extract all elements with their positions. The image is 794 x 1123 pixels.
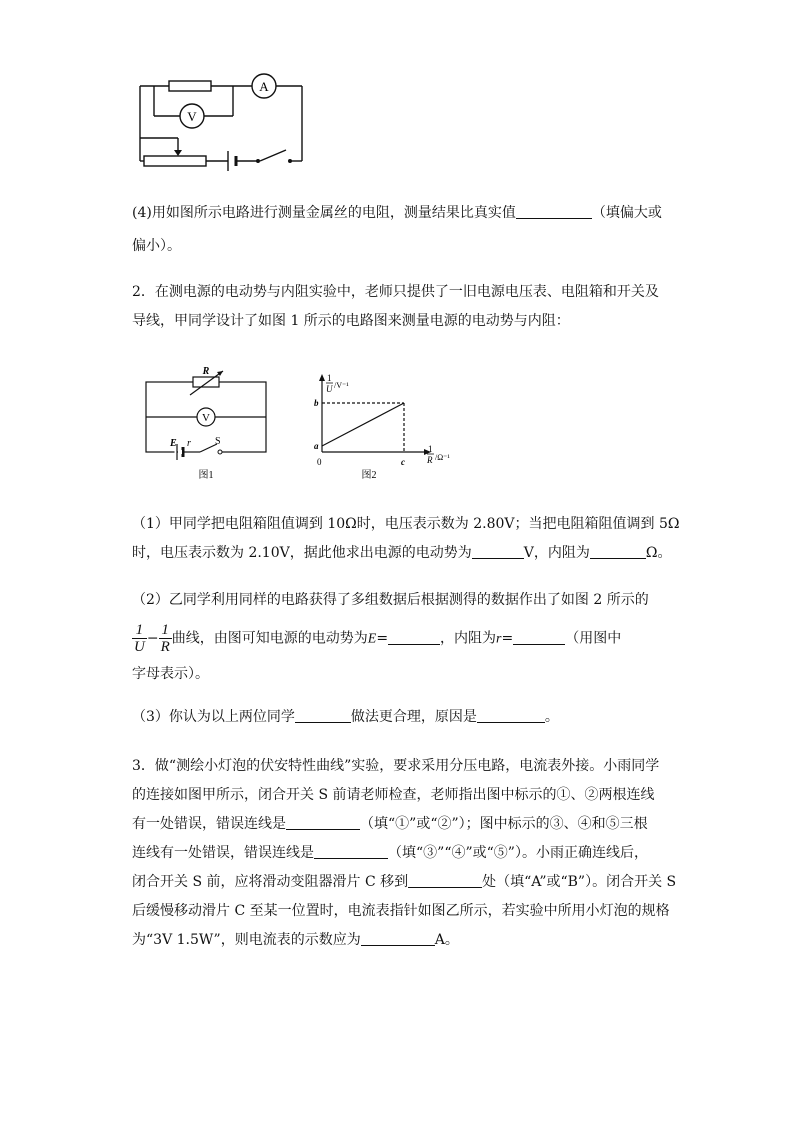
fig2-label-b: b (314, 398, 319, 408)
answer-blank[interactable] (516, 204, 592, 219)
q2-part2-line3: 字母表示）。 (132, 666, 209, 682)
figure-2-graph (305, 372, 465, 484)
answer-blank[interactable] (361, 931, 435, 946)
answer-blank[interactable] (513, 630, 565, 645)
q3-line6: 后缓慢移动滑片 C 至某一位置时，电流表指针如图乙所示，若实验中所用小灯泡的规格 (132, 903, 670, 919)
fig2-y-den: U (326, 384, 333, 394)
q1-part4-line1: (4)用如图所示电路进行测量金属丝的电阻，测量结果比真实值 （填偏大或 (132, 205, 662, 221)
fig2-label-c: c (401, 457, 405, 467)
fig2-line (322, 403, 404, 446)
fig2-label-a: a (314, 441, 319, 451)
fig1-voltmeter-label: V (202, 412, 210, 424)
fig1-caption: 图1 (198, 470, 214, 481)
q3-line4: 连线有一处错误，错误连线是 （填“③”“④”或“⑤”）。小雨正确连线后， (132, 845, 648, 861)
fig2-y-unit: /V⁻¹ (334, 381, 349, 390)
ammeter-label: A (259, 79, 269, 94)
q2-intro-line2: 导线，甲同学设计了如图 1 所示的电路图来测量电源的电动势与内阻： (132, 313, 570, 329)
fig2-caption: 图2 (361, 470, 377, 481)
answer-blank[interactable] (388, 630, 440, 645)
q1-part4-line2: 偏小）。 (132, 238, 181, 254)
q3-line2: 的连接如图甲所示，闭合开关 S 前请老师检查，老师指出图中标示的①、②两根连线 (132, 787, 655, 803)
q2-intro-line1: 2．在测电源的电动势与内阻实验中，老师只提供了一旧电源电压表、电阻箱和开关及 (132, 284, 659, 300)
answer-blank[interactable] (472, 544, 524, 559)
q3-line1: 3．做“测绘小灯泡的伏安特性曲线”实验，要求采用分压电路，电流表外接。小雨同学 (132, 758, 660, 774)
answer-blank[interactable] (590, 544, 646, 559)
fraction-1-over-R: $\frac{1}{R}$ (160, 622, 170, 655)
fig2-x-unit: /Ω⁻¹ (435, 453, 450, 462)
fig1-emf-label: E (170, 438, 177, 449)
answer-blank[interactable] (314, 844, 388, 859)
top-circuit-diagram (138, 72, 308, 172)
fig2-x-den: R (427, 455, 433, 465)
q3-line5: 闭合开关 S 前，应将滑动变阻器滑片 C 移到 处（填“A”或“B”）。闭合开关 S (132, 874, 677, 890)
fig1-internal-label: r (187, 438, 191, 449)
fig2-label-origin: 0 (317, 457, 322, 467)
answer-blank[interactable] (286, 815, 360, 830)
fig2-x-num: 1 (428, 444, 433, 454)
fig2-y-num: 1 (327, 373, 332, 383)
q2-part3-line: （3）你认为以上两位同学 做法更合理，原因是 。 (132, 709, 559, 725)
q2-part1-line2: 时，电压表示数为 2.10V，据此他求出电源的电动势为 V，内阻为 Ω。 (132, 545, 672, 561)
q2-part2-line1: （2）乙同学利用同样的电路获得了多组数据后根据测得的数据作出了如图 2 所示的 (132, 592, 649, 608)
resistor-wire (169, 81, 211, 91)
q2-part2-line2: $\frac{1}{U}$ − $\frac{1}{R}$ 曲线，由图可知电源的电动势为E= ，内阻为r= （用图中 (134, 622, 622, 655)
answer-blank[interactable] (477, 708, 545, 723)
figure-1-circuit (140, 362, 274, 484)
fig1-switch-label: S (215, 436, 221, 447)
fraction-1-over-U: $\frac{1}{U}$ (134, 622, 145, 655)
answer-blank[interactable] (295, 708, 351, 723)
answer-blank[interactable] (408, 873, 482, 888)
rheostat (144, 156, 206, 166)
voltmeter-label: V (187, 109, 197, 124)
q3-line7: 为“3V 1.5W”，则电流表的示数应为 A。 (132, 932, 459, 948)
q3-line3: 有一处错误，错误连线是 （填“①”或“②”）；图中标示的③、④和⑤三根 (132, 816, 648, 832)
q2-part1-line1: （1）甲同学把电阻箱阻值调到 10Ω时，电压表示数为 2.80V；当把电阻箱阻值调到 5Ω (132, 516, 680, 532)
fig1-resistor-label: R (202, 366, 210, 377)
